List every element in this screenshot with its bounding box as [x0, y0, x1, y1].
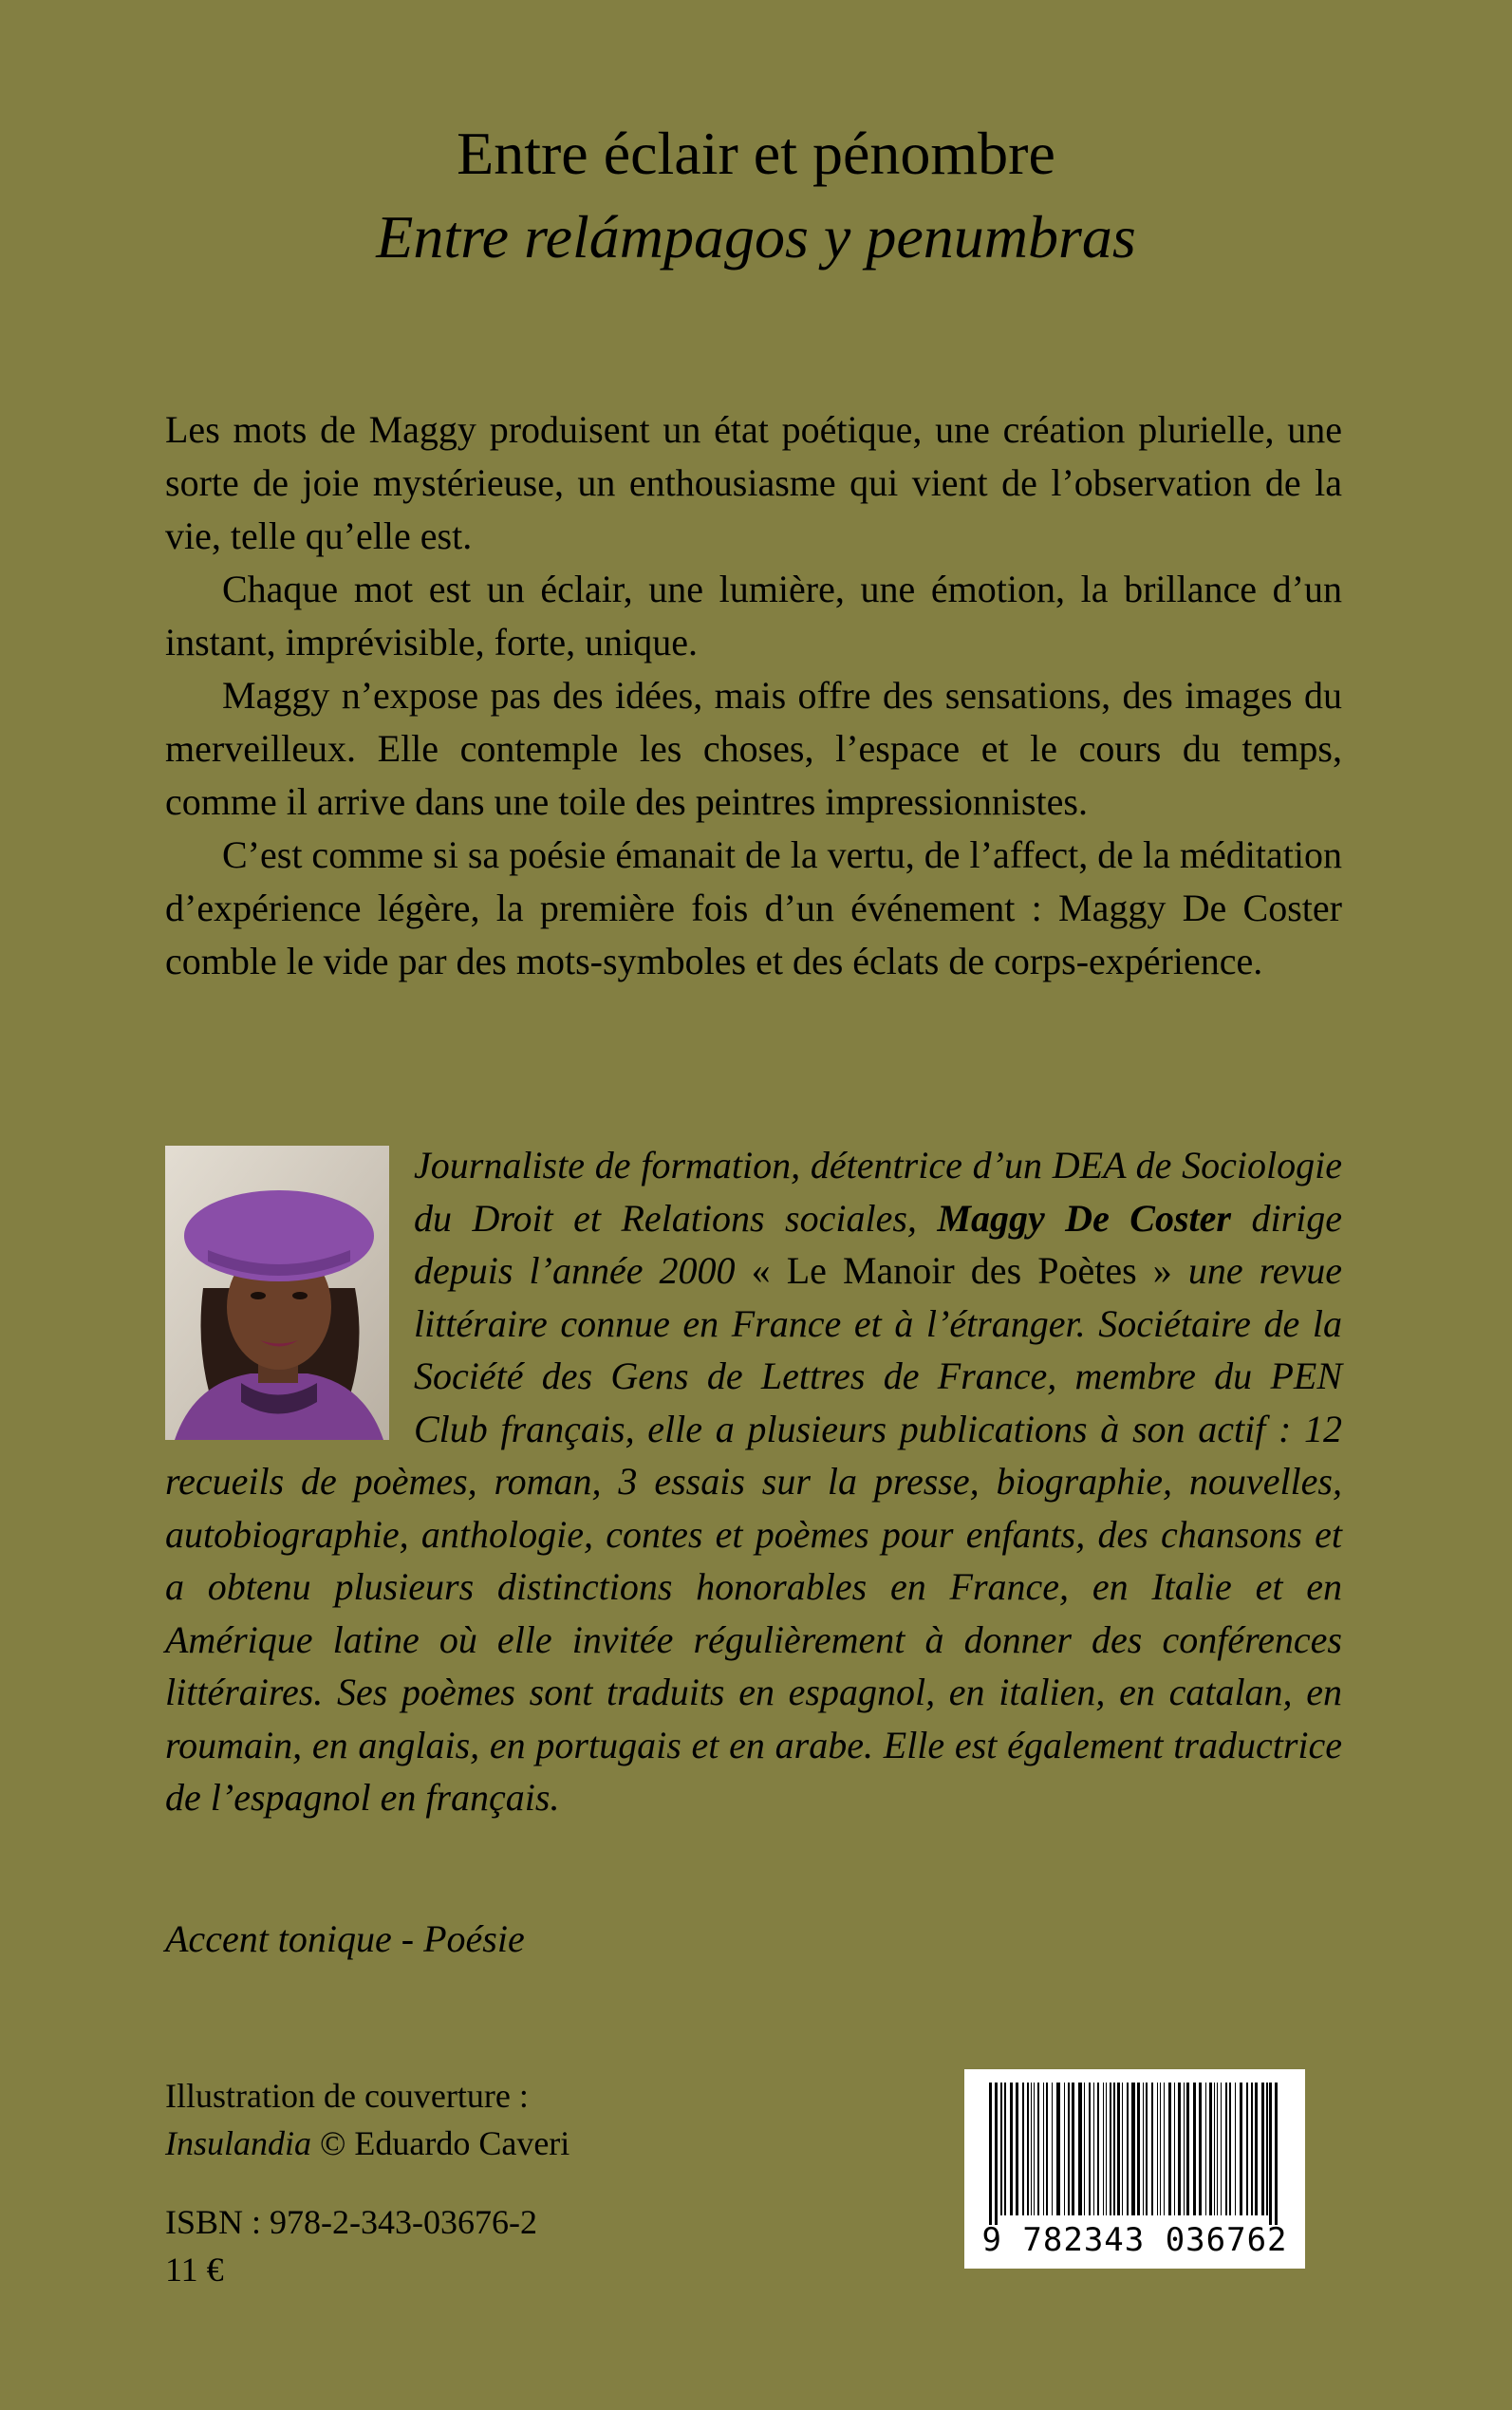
- collection-name: Accent tonique - Poésie: [165, 1917, 525, 1960]
- barcode-bar: [1010, 2083, 1013, 2215]
- barcode-bar: [1214, 2083, 1215, 2215]
- barcode-bar: [1269, 2083, 1272, 2225]
- barcode-bar: [1164, 2083, 1165, 2215]
- barcode-bar: [1052, 2083, 1053, 2215]
- barcode-bar: [1146, 2083, 1148, 2215]
- barcode-bar: [1056, 2083, 1060, 2215]
- barcode-bar: [1068, 2083, 1070, 2215]
- barcode-bar: [1103, 2083, 1104, 2215]
- barcode-box: [964, 2069, 1305, 2269]
- barcode-bar: [1151, 2083, 1153, 2215]
- barcode-bar: [1034, 2083, 1035, 2215]
- barcode-bar: [1186, 2083, 1189, 2215]
- barcode-bar: [1235, 2083, 1236, 2215]
- barcode-digits: 9 782343 036762: [981, 2221, 1288, 2259]
- barcode-bar: [1122, 2083, 1123, 2215]
- barcode-bar: [1097, 2083, 1099, 2215]
- barcode-bar: [1113, 2083, 1115, 2215]
- barcode-bar: [1217, 2083, 1218, 2215]
- barcode-bar: [1072, 2083, 1074, 2215]
- bio-author-name: Maggy De Coster: [937, 1196, 1231, 1240]
- price: 11 €: [165, 2251, 224, 2289]
- bio-text-part2: dirige depuis l’année 2000: [414, 1196, 1343, 1292]
- author-bio: [165, 1139, 1342, 1824]
- barcode-bar: [1016, 2083, 1018, 2215]
- book-title-block: [0, 112, 1512, 279]
- cover-credits: [165, 2072, 569, 2167]
- barcode-bar: [1174, 2083, 1175, 2215]
- barcode-bar: [1178, 2083, 1181, 2215]
- barcode-bar: [1157, 2083, 1158, 2215]
- photo-spacer: [165, 1139, 414, 1452]
- barcode-bar: [1022, 2083, 1024, 2215]
- barcode-bar: [1037, 2083, 1039, 2215]
- barcode-bar: [1027, 2083, 1029, 2215]
- barcode-bar: [1046, 2083, 1048, 2215]
- title-spanish: Entre relámpagos y penumbras: [376, 203, 1136, 271]
- barcode-bar: [1043, 2083, 1044, 2215]
- barcode-bar: [1004, 2083, 1006, 2215]
- barcode-bar: [1240, 2083, 1242, 2215]
- barcode-bar: [1246, 2083, 1248, 2215]
- barcode-bar: [1275, 2083, 1278, 2225]
- barcode-bar: [1137, 2083, 1140, 2215]
- barcode-bar: [1251, 2083, 1253, 2215]
- barcode-bar: [1229, 2083, 1231, 2215]
- barcode-bar: [1209, 2083, 1212, 2215]
- credits-label: Illustration de couverture :: [165, 2077, 529, 2115]
- barcode-bar: [1093, 2083, 1094, 2215]
- barcode-bar: [1199, 2083, 1202, 2215]
- credits-work-title: Insulandia: [165, 2124, 312, 2162]
- barcode-bar: [1078, 2083, 1082, 2215]
- credits-line: [165, 2120, 569, 2167]
- blurb-paragraph: Chaque mot est un éclair, une lumière, une émotion, la brillance d’un instant, imprévisible, forte, unique.: [165, 568, 1342, 663]
- barcode-bar: [1168, 2083, 1171, 2215]
- bio-text-part3: une revue littéraire connue en France et à l’étranger. Sociétaire de la Société des Gens de Lettres de France, membre du PEN Club français, elle a plusieurs publications à son actif : 12 recueils de poèmes, roman, 3 essais sur la presse, biographie, nouvelles, autobiographie, anthologie, contes et poèmes pour enfants, des chansons et a obtenu plusieurs distinctions honorables en France, en Italie et en Amérique latine où elle invitée régulièrement à donner des conférences littéraires. Ses poèmes sont traduits en espagnol, en italien, en catalan, en roumain, en anglais, en portugais et en arabe. Elle est également traductrice de l’espagnol en français.: [165, 1249, 1342, 1819]
- isbn-number: ISBN : 978-2-343-03676-2: [165, 2203, 537, 2241]
- barcode-bar: [995, 2083, 998, 2225]
- book-blurb: [165, 403, 1342, 988]
- barcode-bar: [1205, 2083, 1206, 2215]
- barcode-bar: [1266, 2083, 1268, 2215]
- barcode-bar: [1000, 2083, 1002, 2215]
- barcode-bar: [1160, 2083, 1161, 2215]
- barcode-bar: [1106, 2083, 1107, 2215]
- barcode-bar: [1261, 2083, 1264, 2215]
- barcode-bar: [1184, 2083, 1185, 2215]
- blurb-paragraph: Les mots de Maggy produisent un état poétique, une création plurielle, une sorte de joie mystérieuse, un enthousiasme qui vient de l’observation de la vie, telle qu’elle est.: [165, 408, 1342, 557]
- barcode-bar: [1084, 2083, 1085, 2215]
- blurb-paragraph: C’est comme si sa poésie émanait de la vertu, de l’affect, de la méditation d’expérience légère, la première fois d’un événement : Maggy De Coster comble le vide par des mots-symboles et des éclats de corps-expérience.: [165, 833, 1342, 982]
- barcode-bar: [1031, 2083, 1032, 2215]
- blurb-paragraph: Maggy n’expose pas des idées, mais offre des sensations, des images du merveilleux. Elle contemple les choses, l’espace et le cours du temps, comme il arrive dans une toile des peintres impressionnistes.: [165, 674, 1342, 823]
- bio-paragraph: [165, 1139, 1342, 1824]
- barcode-bar: [1089, 2083, 1091, 2215]
- barcode-bar: [1143, 2083, 1144, 2215]
- barcode-bar: [1255, 2083, 1258, 2215]
- barcode-bar: [989, 2083, 992, 2225]
- barcode-bar: [1225, 2083, 1227, 2215]
- credits-copyright: © Eduardo Caveri: [311, 2124, 570, 2162]
- barcode-bar: [1117, 2083, 1120, 2215]
- barcode-bar: [1064, 2083, 1065, 2215]
- barcode-bar: [1131, 2083, 1135, 2215]
- barcode-bar: [1221, 2083, 1222, 2215]
- barcode-bar: [1127, 2083, 1129, 2215]
- title-french: Entre éclair et pénombre: [457, 120, 1055, 187]
- bio-revue-name: « Le Manoir des Poètes »: [751, 1249, 1172, 1292]
- bio-text-part1: Journaliste de formation, détentrice d’un DEA de Sociologie du Droit et Relations sociales,: [414, 1144, 1342, 1240]
- barcode-bar: [1110, 2083, 1111, 2215]
- barcode-bar: [1193, 2083, 1196, 2215]
